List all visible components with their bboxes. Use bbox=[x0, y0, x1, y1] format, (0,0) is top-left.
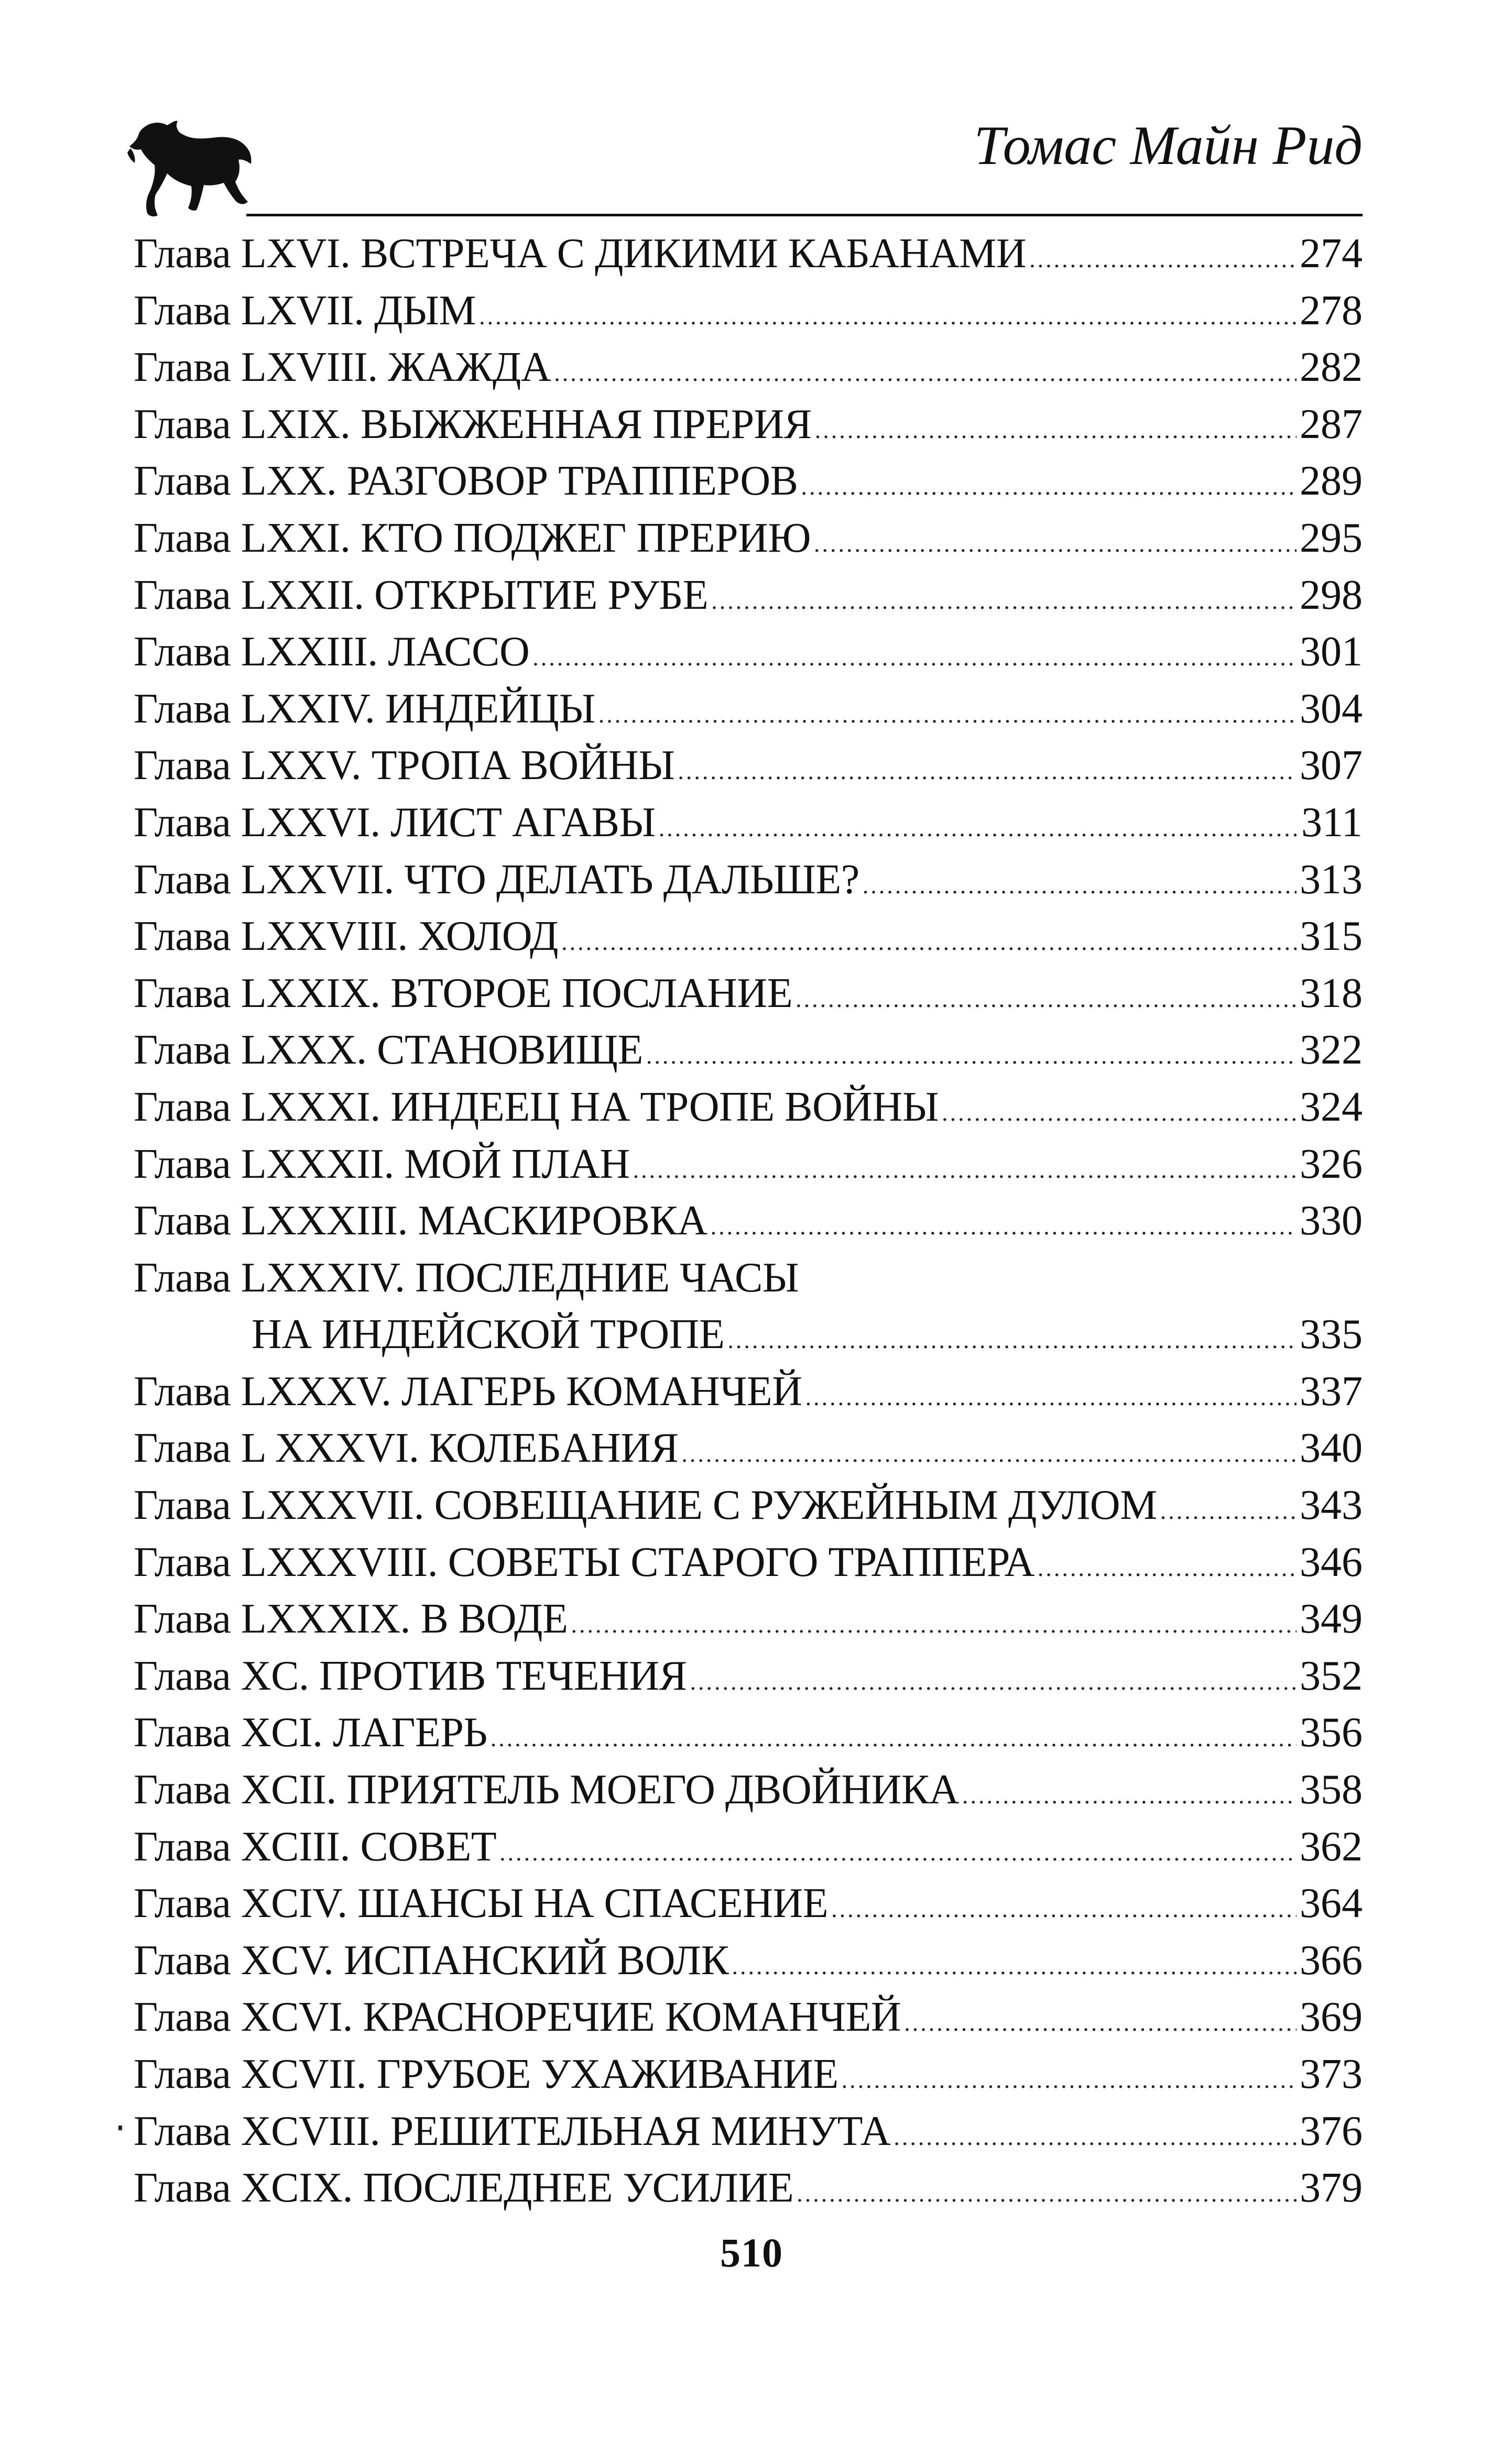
toc-entry-continuation bbox=[134, 1306, 1363, 1363]
toc-entry bbox=[134, 2046, 1363, 2103]
toc-entry-title: Глава XCIII. СОВЕТ bbox=[134, 1823, 497, 1870]
toc-entry bbox=[134, 1761, 1363, 1819]
toc-entry-line bbox=[134, 1875, 1363, 1932]
toc-entry bbox=[134, 225, 1363, 282]
toc-dot-leader bbox=[801, 458, 1297, 516]
toc-entry-page: 366 bbox=[1300, 1937, 1363, 1984]
toc-entry-line bbox=[134, 1250, 1363, 1307]
toc-entry bbox=[134, 1534, 1363, 1591]
toc-entry bbox=[134, 1136, 1363, 1193]
toc-entry bbox=[134, 1704, 1363, 1761]
toc-dot-leader bbox=[894, 2109, 1297, 2166]
toc-entry-line bbox=[134, 908, 1363, 965]
toc-entry-title: Глава LXXXIII. МАСКИРОВКА bbox=[134, 1198, 707, 1244]
toc-entry-title: Глава XCIX. ПОСЛЕДНЕЕ УСИЛИЕ bbox=[134, 2165, 794, 2211]
toc-entry-page: 287 bbox=[1300, 401, 1363, 447]
toc-entry-title: Глава XC. ПРОТИВ ТЕЧЕНИЯ bbox=[134, 1652, 687, 1699]
header-rule bbox=[246, 214, 1363, 216]
toc-dot-leader bbox=[532, 629, 1297, 686]
toc-entry-page: 376 bbox=[1300, 2108, 1363, 2154]
toc-entry bbox=[134, 908, 1363, 965]
toc-dot-leader bbox=[796, 971, 1297, 1028]
toc-dot-leader bbox=[815, 402, 1297, 459]
toc-entry bbox=[134, 623, 1363, 681]
toc-entry-title: Глава LXXVII. ЧТО ДЕЛАТЬ ДАЛЬШЕ? bbox=[134, 856, 859, 903]
table-of-contents bbox=[134, 225, 1363, 2217]
toc-entry bbox=[134, 396, 1363, 453]
toc-entry-title: Глава XCV. ИСПАНСКИЙ ВОЛК bbox=[134, 1937, 729, 1984]
toc-dot-leader bbox=[842, 2052, 1297, 2109]
toc-entry-line bbox=[134, 965, 1363, 1022]
toc-dot-leader bbox=[711, 1198, 1297, 1255]
toc-entry-page: 274 bbox=[1300, 231, 1363, 277]
toc-entry bbox=[134, 737, 1363, 794]
toc-entry-line bbox=[134, 282, 1363, 340]
toc-entry-title: Глава LXXVIII. ХОЛОД bbox=[134, 913, 559, 960]
toc-entry-page: 352 bbox=[1300, 1652, 1363, 1699]
toc-dot-leader bbox=[659, 800, 1298, 857]
toc-entry-page: 346 bbox=[1300, 1539, 1363, 1585]
toc-entry bbox=[134, 965, 1363, 1022]
toc-entry-line bbox=[134, 2046, 1363, 2103]
toc-dot-leader bbox=[732, 1938, 1297, 1995]
toc-entry-line bbox=[134, 1648, 1363, 1705]
toc-entry-page: 278 bbox=[1300, 287, 1363, 334]
toc-entry-line bbox=[134, 851, 1363, 908]
toc-entry-page: 349 bbox=[1300, 1596, 1363, 1642]
toc-entry-line bbox=[134, 1022, 1363, 1079]
toc-entry-line bbox=[134, 453, 1363, 510]
toc-entry bbox=[134, 2103, 1363, 2160]
toc-entry bbox=[134, 453, 1363, 510]
toc-entry-page: 313 bbox=[1300, 856, 1363, 903]
toc-entry-line bbox=[134, 1819, 1363, 1876]
toc-entry-title: Глава XCIV. ШАНСЫ НА СПАСЕНИЕ bbox=[134, 1880, 829, 1927]
toc-entry-line bbox=[134, 2103, 1363, 2160]
toc-entry-page: 307 bbox=[1300, 742, 1363, 789]
toc-entry-title: Глава LXXXVII. СОВЕЩАНИЕ С РУЖЕЙНЫМ ДУЛОМ bbox=[134, 1482, 1157, 1529]
toc-entry bbox=[134, 1648, 1363, 1705]
toc-entry-page: 337 bbox=[1300, 1368, 1363, 1415]
toc-entry-line bbox=[134, 1989, 1363, 2046]
toc-dot-leader bbox=[1038, 1540, 1297, 1597]
toc-entry-line bbox=[134, 225, 1363, 282]
toc-entry-page: 340 bbox=[1300, 1425, 1363, 1472]
toc-entry-line bbox=[134, 1932, 1363, 1989]
toc-entry-page: 330 bbox=[1300, 1198, 1363, 1244]
toc-entry bbox=[134, 510, 1363, 567]
toc-entry-title: НА ИНДЕЙСКОЙ ТРОПЕ bbox=[252, 1311, 725, 1358]
toc-entry-title: Глава LXXXIX. В ВОДЕ bbox=[134, 1596, 568, 1642]
toc-dot-leader bbox=[491, 1710, 1297, 1767]
toc-entry-page: 362 bbox=[1300, 1823, 1363, 1870]
toc-entry-title: Глава XCVII. ГРУБОЕ УХАЖИВАНИЕ bbox=[134, 2051, 838, 2097]
running-header-author: Томас Майн Рид bbox=[974, 115, 1363, 176]
toc-entry-page: 301 bbox=[1300, 629, 1363, 675]
toc-entry-line bbox=[134, 396, 1363, 453]
toc-entry-title: Глава LXXXI. ИНДЕЕЦ НА ТРОПЕ ВОЙНЫ bbox=[134, 1083, 939, 1130]
toc-dot-leader bbox=[814, 516, 1297, 573]
toc-entry-line bbox=[134, 339, 1363, 396]
toc-entry-line bbox=[134, 2160, 1363, 2217]
toc-entry-title: Глава LXX. РАЗГОВОР ТРАППЕРОВ bbox=[134, 458, 798, 505]
toc-dot-leader bbox=[678, 743, 1297, 800]
toc-dot-leader bbox=[797, 2165, 1297, 2222]
toc-entry-title: Глава LXVI. ВСТРЕЧА С ДИКИМИ КАБАНАМИ bbox=[134, 231, 1027, 277]
toc-entry-title: Глава LXXIII. ЛАССО bbox=[134, 629, 530, 675]
toc-dot-leader bbox=[1029, 231, 1297, 288]
toc-entry bbox=[134, 1079, 1363, 1136]
toc-dot-leader bbox=[598, 686, 1297, 743]
toc-entry-line bbox=[134, 1534, 1363, 1591]
toc-entry-title: Глава LXVIII. ЖАЖДА bbox=[134, 344, 551, 391]
toc-entry-page: 298 bbox=[1300, 572, 1363, 618]
toc-entry bbox=[134, 1989, 1363, 2046]
toc-entry-line bbox=[134, 794, 1363, 851]
toc-entry-title: Глава XCVIII. РЕШИТЕЛЬНАЯ МИНУТА bbox=[134, 2108, 891, 2154]
toc-entry-line bbox=[134, 1591, 1363, 1648]
toc-entry-title: Глава LXXXVIII. СОВЕТЫ СТАРОГО ТРАППЕРА bbox=[134, 1539, 1034, 1585]
toc-entry bbox=[134, 339, 1363, 396]
toc-entry bbox=[134, 851, 1363, 908]
toc-entry-title: Глава LXXX. СТАНОВИЩЕ bbox=[134, 1027, 643, 1074]
toc-entry-line bbox=[134, 1477, 1363, 1534]
toc-entry-line bbox=[134, 1136, 1363, 1193]
toc-entry-line bbox=[134, 510, 1363, 567]
toc-entry-title: Глава XCII. ПРИЯТЕЛЬ МОЕГО ДВОЙНИКА bbox=[134, 1767, 960, 1813]
toc-entry-page: 364 bbox=[1300, 1880, 1363, 1927]
toc-entry-title: Глава LXXII. ОТКРЫТИЕ РУБЕ bbox=[134, 572, 709, 618]
toc-dot-leader bbox=[727, 1312, 1297, 1369]
page-number: 510 bbox=[720, 2230, 783, 2275]
toc-entry-page: 318 bbox=[1300, 970, 1363, 1016]
toc-entry bbox=[134, 1477, 1363, 1534]
toc-dot-leader bbox=[561, 914, 1297, 971]
toc-entry bbox=[134, 1192, 1363, 1250]
toc-entry-line bbox=[134, 1192, 1363, 1250]
toc-entry-title: Глава XCI. ЛАГЕРЬ bbox=[134, 1710, 487, 1756]
toc-entry-page: 326 bbox=[1300, 1141, 1363, 1187]
toc-dot-leader bbox=[571, 1596, 1297, 1653]
toc-entry-line bbox=[134, 1363, 1363, 1420]
toc-dot-leader bbox=[863, 857, 1297, 914]
toc-entry-page: 289 bbox=[1300, 458, 1363, 505]
toc-entry-page: 315 bbox=[1300, 913, 1363, 960]
toc-entry bbox=[134, 681, 1363, 738]
toc-dot-leader bbox=[962, 1767, 1297, 1824]
toc-dot-leader bbox=[499, 1824, 1297, 1881]
toc-dot-leader bbox=[633, 1142, 1297, 1199]
toc-entry bbox=[134, 1591, 1363, 1648]
horse-icon bbox=[123, 118, 259, 223]
toc-dot-leader bbox=[646, 1027, 1297, 1085]
toc-entry bbox=[134, 1420, 1363, 1477]
toc-entry-line bbox=[134, 681, 1363, 738]
toc-entry-title: Глава XCVI. КРАСНОРЕЧИЕ КОМАНЧЕЙ bbox=[134, 1994, 901, 2041]
print-speck bbox=[118, 2126, 122, 2130]
toc-dot-leader bbox=[1160, 1483, 1297, 1540]
toc-entry bbox=[134, 1819, 1363, 1876]
toc-entry-title: Глава L XXXVI. КОЛЕБАНИЯ bbox=[134, 1425, 679, 1472]
toc-entry-page: 304 bbox=[1300, 685, 1363, 732]
toc-dot-leader bbox=[681, 1426, 1297, 1483]
toc-entry-page: 295 bbox=[1300, 514, 1363, 561]
toc-entry-title: Глава LXXXV. ЛАГЕРЬ КОМАНЧЕЙ bbox=[134, 1368, 802, 1415]
toc-entry bbox=[134, 1875, 1363, 1932]
toc-entry bbox=[134, 794, 1363, 851]
toc-dot-leader bbox=[690, 1653, 1297, 1711]
toc-entry-line bbox=[134, 1079, 1363, 1136]
toc-entry-line bbox=[134, 1761, 1363, 1819]
toc-entry-line bbox=[134, 567, 1363, 624]
toc-entry-title: Глава LXXI. КТО ПОДЖЕГ ПРЕРИЮ bbox=[134, 514, 811, 561]
toc-entry-page: 358 bbox=[1300, 1767, 1363, 1813]
toc-dot-leader bbox=[904, 1995, 1297, 2052]
toc-entry-line bbox=[134, 623, 1363, 681]
toc-entry bbox=[134, 1363, 1363, 1420]
toc-entry bbox=[134, 1022, 1363, 1079]
toc-entry bbox=[134, 2160, 1363, 2217]
toc-dot-leader bbox=[554, 345, 1297, 402]
toc-entry-title: Глава LXXXII. МОЙ ПЛАН bbox=[134, 1141, 630, 1187]
toc-entry-title: Глава LXXVI. ЛИСТ АГАВЫ bbox=[134, 799, 656, 846]
toc-entry-page: 379 bbox=[1300, 2165, 1363, 2211]
toc-entry-page: 369 bbox=[1300, 1994, 1363, 2041]
toc-entry-title: Глава LXXIV. ИНДЕЙЦЫ bbox=[134, 685, 595, 732]
toc-entry-title: Глава LXIX. ВЫЖЖЕННАЯ ПРЕРИЯ bbox=[134, 401, 812, 447]
toc-entry-line bbox=[134, 737, 1363, 794]
toc-entry-page: 311 bbox=[1301, 799, 1363, 846]
toc-entry bbox=[134, 1250, 1363, 1363]
toc-entry-line bbox=[134, 1704, 1363, 1761]
toc-entry-title: Глава LXXXIV. ПОСЛЕДНИЕ ЧАСЫ bbox=[134, 1254, 799, 1301]
toc-dot-leader bbox=[942, 1085, 1297, 1142]
toc-entry-page: 324 bbox=[1300, 1083, 1363, 1130]
toc-entry-page: 356 bbox=[1300, 1710, 1363, 1756]
toc-dot-leader bbox=[479, 288, 1297, 345]
toc-entry bbox=[134, 282, 1363, 340]
toc-entry-page: 282 bbox=[1300, 344, 1363, 391]
toc-entry-page: 322 bbox=[1300, 1027, 1363, 1074]
toc-dot-leader bbox=[831, 1881, 1297, 1938]
toc-entry-title: Глава LXXV. ТРОПА ВОЙНЫ bbox=[134, 742, 675, 789]
toc-entry-page: 335 bbox=[1300, 1311, 1363, 1358]
toc-dot-leader bbox=[805, 1369, 1297, 1426]
toc-entry-title: Глава LXXIX. ВТОРОЕ ПОСЛАНИЕ bbox=[134, 970, 793, 1016]
toc-entry bbox=[134, 567, 1363, 624]
toc-entry-title: Глава LXVII. ДЫМ bbox=[134, 287, 476, 334]
toc-entry-page: 373 bbox=[1300, 2051, 1363, 2097]
toc-entry-line bbox=[134, 1420, 1363, 1477]
toc-entry bbox=[134, 1932, 1363, 1989]
toc-entry-page: 343 bbox=[1300, 1482, 1363, 1529]
toc-dot-leader bbox=[711, 573, 1297, 630]
